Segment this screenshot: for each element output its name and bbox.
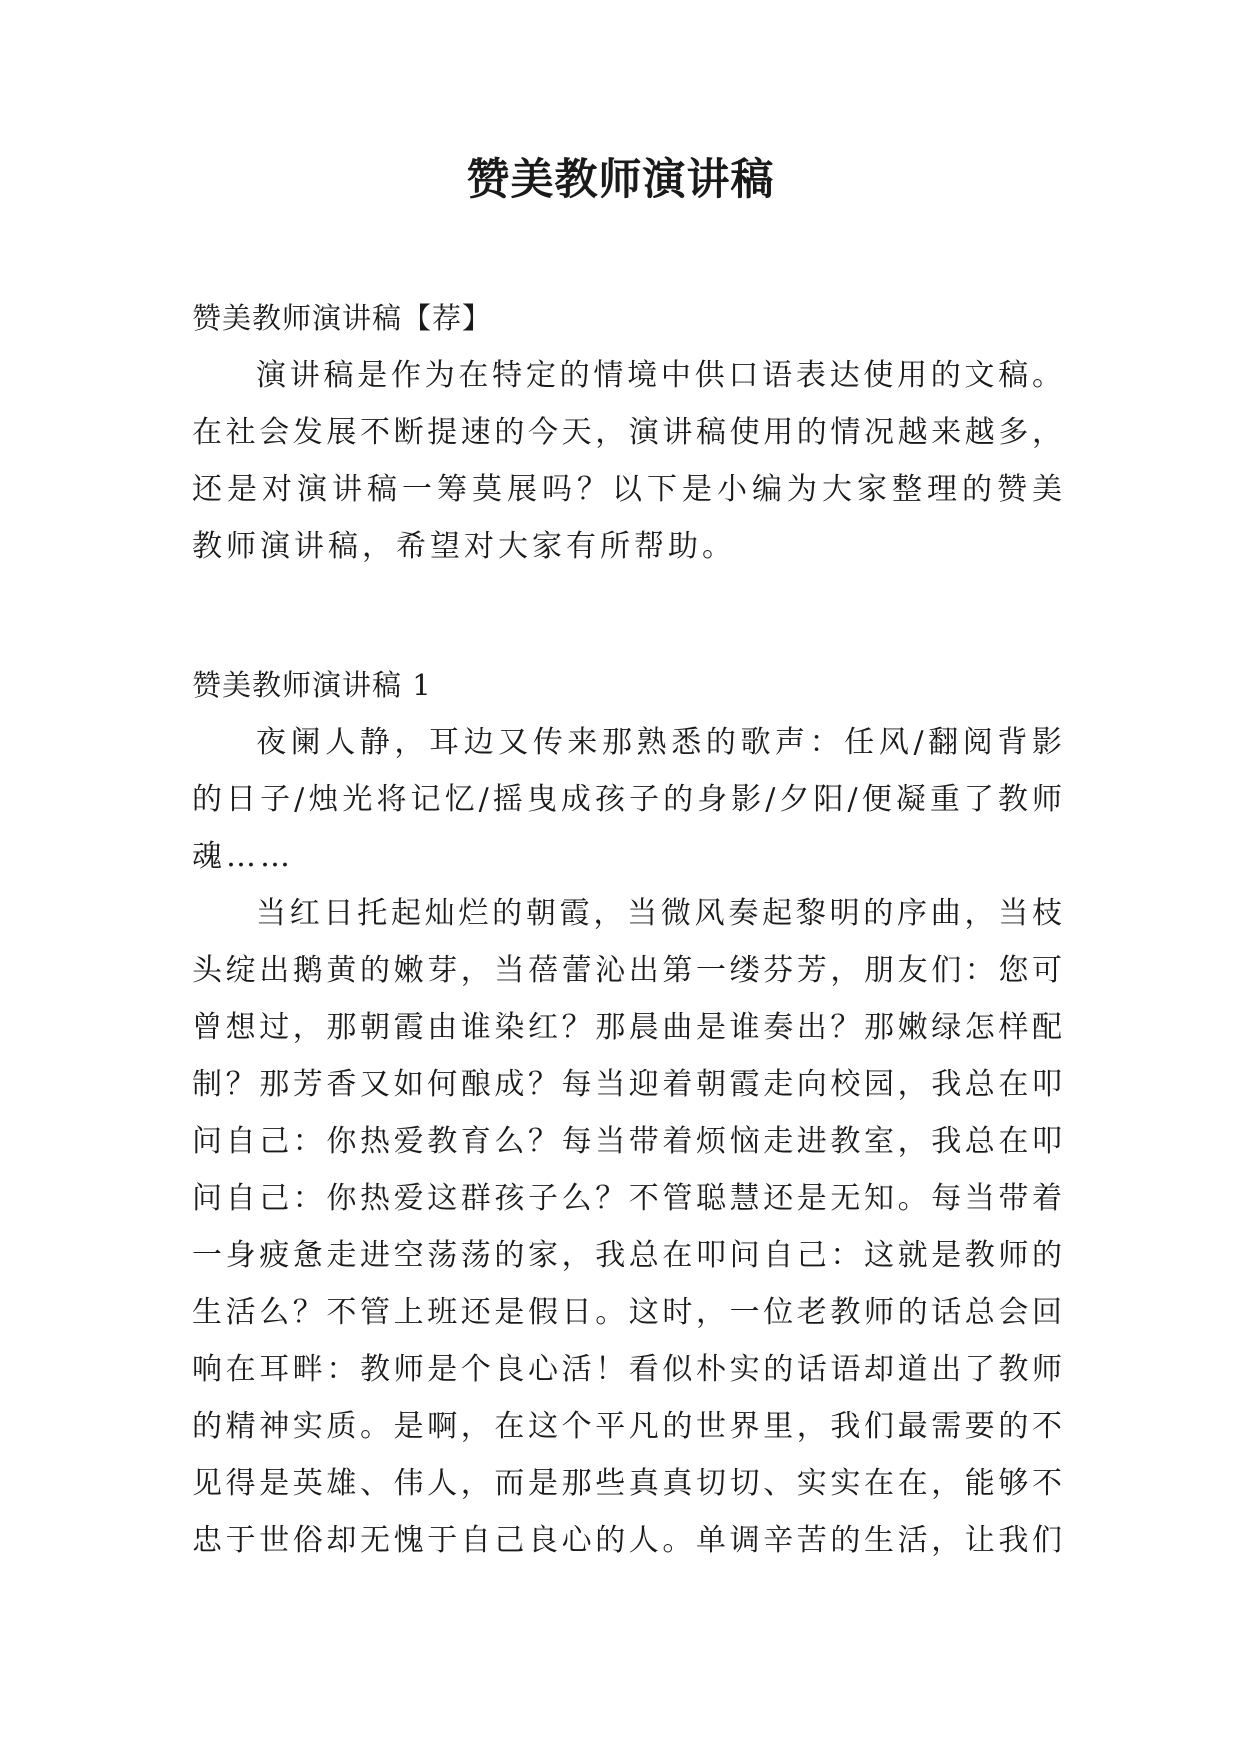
intro-heading: 赞美教师演讲稿【荐】: [192, 301, 493, 335]
paragraph-line: 还是对演讲稿一筹莫展吗？以下是小编为大家整理的赞美: [192, 472, 1062, 507]
paragraph-line: 演讲稿是作为在特定的情境中供口语表达使用的文稿。: [256, 358, 1062, 393]
paragraph-line: 一身疲惫走进空荡荡的家，我总在叩问自己：这就是教师的: [192, 1238, 1062, 1273]
paragraph-line: 当红日托起灿烂的朝霞，当微风奏起黎明的序曲，当枝: [256, 896, 1062, 931]
paragraph-line: 响在耳畔：教师是个良心活！看似朴实的话语却道出了教师: [192, 1352, 1062, 1387]
paragraph-line: 头绽出鹅黄的嫩芽，当蓓蕾沁出第一缕芬芳，朋友们：您可: [192, 953, 1062, 988]
section-1: [192, 657, 1062, 1569]
paragraph-line: 的精神实质。是啊，在这个平凡的世界里，我们最需要的不: [192, 1409, 1062, 1444]
document-title: 赞美教师演讲稿: [466, 155, 775, 205]
paragraph-line: 教师演讲稿，希望对大家有所帮助。: [192, 529, 736, 564]
paragraph-line: 问自己：你热爱教育么？每当带着烦恼走进教室，我总在叩: [192, 1124, 1062, 1159]
paragraph-line: 见得是英雄、伟人，而是那些真真切切、实实在在，能够不: [192, 1466, 1062, 1501]
paragraph-line: 魂……: [192, 839, 294, 874]
intro-section: [192, 290, 1062, 575]
paragraph-line: 忠于世俗却无愧于自己良心的人。单调辛苦的生活，让我们: [192, 1523, 1062, 1558]
paragraph-line: 在社会发展不断提速的今天，演讲稿使用的情况越来越多，: [192, 415, 1062, 450]
paragraph-line: 的日子/烛光将记忆/摇曳成孩子的身影/夕阳/便凝重了教师: [192, 782, 1062, 817]
paragraph-line: 曾想过，那朝霞由谁染红？那晨曲是谁奏出？那嫩绿怎样配: [192, 1010, 1062, 1045]
paragraph-line: 制？那芳香又如何酿成？每当迎着朝霞走向校园，我总在叩: [192, 1067, 1062, 1102]
paragraph-line: 夜阑人静，耳边又传来那熟悉的歌声：任风/翻阅背影: [256, 725, 1062, 760]
section-1-heading: 赞美教师演讲稿 1: [192, 668, 432, 702]
paragraph-line: 生活么？不管上班还是假日。这时，一位老教师的话总会回: [192, 1295, 1062, 1330]
paragraph-line: 问自己：你热爱这群孩子么？不管聪慧还是无知。每当带着: [192, 1181, 1062, 1216]
